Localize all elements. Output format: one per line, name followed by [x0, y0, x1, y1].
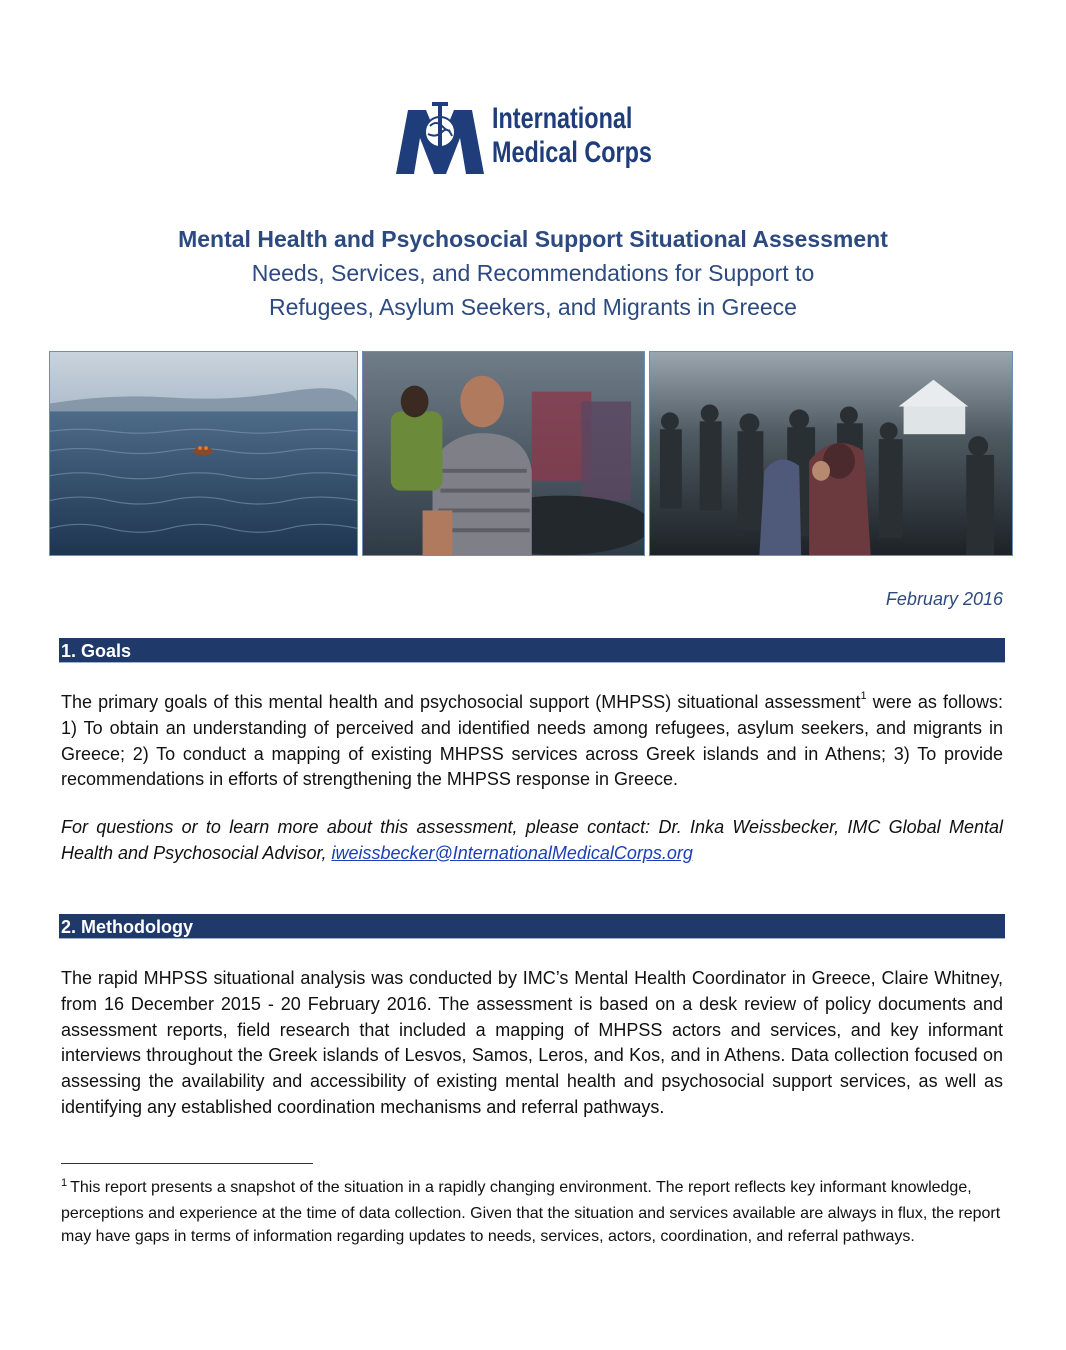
goals-paragraph: [61, 690, 1003, 793]
footnote: [61, 1176, 1003, 1249]
logo-line-2: Medical Corps: [492, 136, 652, 169]
organization-logo: [392, 98, 692, 180]
logo-line-1: International: [492, 102, 633, 135]
contact-email-link[interactable]: iweissbecker@InternationalMedicalCorps.org: [331, 842, 693, 863]
contact-text: For questions or to learn more about this assessment, please contact: Dr. Inka Weissbecker, IMC Global Mental Health and Psychosocial Advisor,: [61, 817, 1003, 863]
methodology-paragraph: The rapid MHPSS situational analysis was conducted by IMC’s Mental Health Coordinator in Greece, Claire Whitney, from 16 December 2015 - 20 February 2016. The assessment is based on a desk review of policy documents and assessment reports, field research that included a mapping of MHPSS actors and services, and key informant interviews throughout the Greek islands of Lesvos, Samos, Leros, and Kos, and in Athens. Data collection focused on assessing the availability and accessibility of existing mental health and psychosocial support services, as well as identifying any established coordination mechanisms and referral pathways.: [61, 968, 1003, 1117]
goals-text-part-1: The primary goals of this mental health and psychosocial support (MHPSS) situational assessment: [61, 692, 861, 712]
logo-wordmark: [492, 102, 652, 170]
imc-logo-icon: [392, 98, 488, 178]
report-subtitle-line-1: Needs, Services, and Recommendations for Support to: [251, 260, 815, 286]
report-title: Mental Health and Psychosocial Support Situational Assessment: [178, 226, 888, 252]
man-carrying-child-photo: [362, 351, 645, 556]
footnote-text: This report presents a snapshot of the situation in a rapidly changing environment. The report reflects key informant knowledge, perceptions and experience at the time of data collection. Given that the situation and services available are always in flux, the report may have gaps in terms of information regarding updates to needs, services, actors, coordination, and referral pathways.: [61, 1179, 1001, 1245]
footnote-divider: [61, 1163, 313, 1164]
footnote-mark: 1: [61, 1177, 68, 1189]
crowd-at-camp-photo: [649, 351, 1013, 556]
report-subtitle-line-2: Refugees, Asylum Seekers, and Migrants in Greece: [269, 294, 797, 320]
sea-with-boat-photo: [49, 351, 358, 556]
footnote-reference[interactable]: 1: [860, 690, 867, 702]
goals-text-part-2: were as follows: 1) To obtain an understanding of perceived and identified needs among refugees, asylum seekers, and migrants in Greece; 2) To conduct a mapping of existing MHPSS services across Greek islands and in Athens; 3) To provide recommendations in efforts of strengthening the MHPSS response in Greece.: [61, 692, 1003, 790]
section-heading-goals: 1. Goals: [59, 638, 1005, 663]
report-date: February 2016: [885, 589, 1003, 609]
report-title-block: [0, 222, 1066, 324]
contact-paragraph: [61, 815, 1003, 867]
section-heading-methodology: 2. Methodology: [59, 914, 1005, 939]
